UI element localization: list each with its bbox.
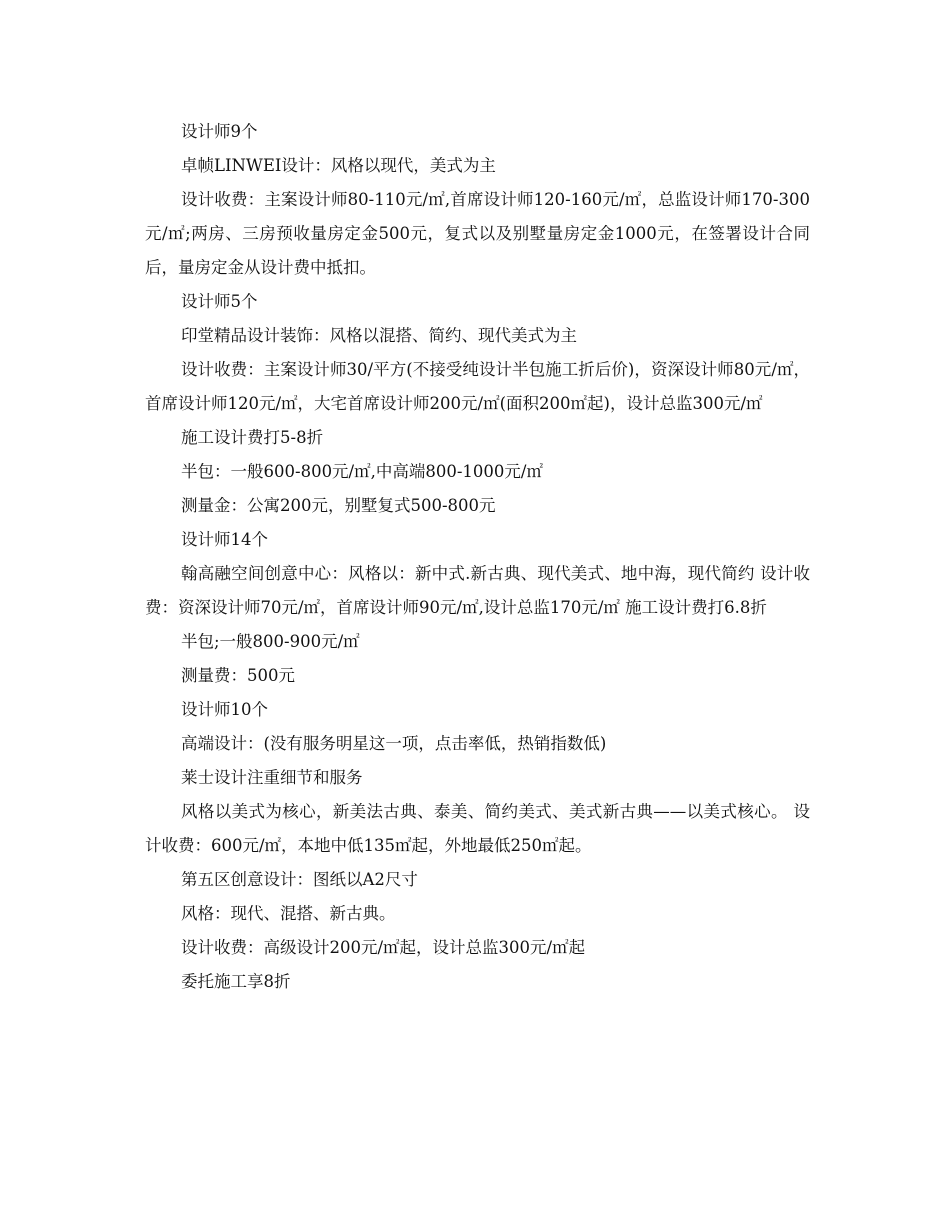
paragraph-zhuozhen-fees: 设计收费：主案设计师80-110元/㎡,首席设计师120-160元/㎡，总监设计师170-300元/㎡;两房、三房预收量房定金500元，复式以及别墅量房定金1000元，在签署设计合同后，量房定金从设计费中抵扣。 [145, 190, 810, 277]
paragraph-designer-count-3: 设计师14个 [181, 530, 268, 549]
paragraph-fifth-zone-discount: 委托施工享8折 [181, 972, 291, 991]
paragraph-yintang-half-package: 半包：一般600-800元/㎡,中高端800-1000元/㎡ [181, 462, 543, 481]
paragraph-hangao-half-package: 半包;一般800-900元/㎡ [181, 632, 360, 651]
paragraph-hangao-style-fees: 翰高融空间创意中心：风格以：新中式.新古典、现代美式、地中海，现代简约 设计收费：资深设计师70元/㎡，首席设计师90元/㎡,设计总监170元/㎡ 施工设计费打6.8折 [145, 564, 810, 617]
paragraph-hangao-measure: 测量费：500元 [181, 666, 295, 685]
paragraph-yintang-measure: 测量金：公寓200元，别墅复式500-800元 [181, 496, 496, 515]
paragraph-yintang-discount: 施工设计费打5-8折 [181, 428, 324, 447]
paragraph-yintang-style: 印堂精品设计装饰：风格以混搭、简约、现代美式为主 [181, 326, 577, 345]
paragraph-designer-count-1: 设计师9个 [181, 122, 258, 141]
paragraph-laishi-style-fees: 风格以美式为核心，新美法古典、泰美、简约美式、美式新古典——以美式核心。 设计收费：600元/㎡，本地中低135㎡起，外地最低250㎡起。 [145, 802, 810, 855]
paragraph-laishi-intro: 莱士设计注重细节和服务 [181, 768, 363, 787]
paragraph-designer-count-2: 设计师5个 [181, 292, 258, 311]
document-body [145, 115, 810, 999]
paragraph-zhuozhen-style: 卓帧LINWEI设计：风格以现代，美式为主 [181, 156, 496, 175]
paragraph-designer-count-4: 设计师10个 [181, 700, 268, 719]
paragraph-fifth-zone-style: 风格：现代、混搭、新古典。 [181, 904, 396, 923]
paragraph-high-end-design: 高端设计：(没有服务明星这一项，点击率低，热销指数低) [181, 734, 607, 753]
paragraph-fifth-zone-fees: 设计收费：高级设计200元/㎡起，设计总监300元/㎡起 [181, 938, 586, 957]
paragraph-fifth-zone-intro: 第五区创意设计：图纸以A2尺寸 [181, 870, 418, 889]
paragraph-yintang-fees: 设计收费：主案设计师30/平方(不接受纯设计半包施工折后价)，资深设计师80元/㎡，首席设计师120元/㎡，大宅首席设计师200元/㎡(面积200㎡起)，设计总监300元/㎡ [145, 360, 810, 413]
